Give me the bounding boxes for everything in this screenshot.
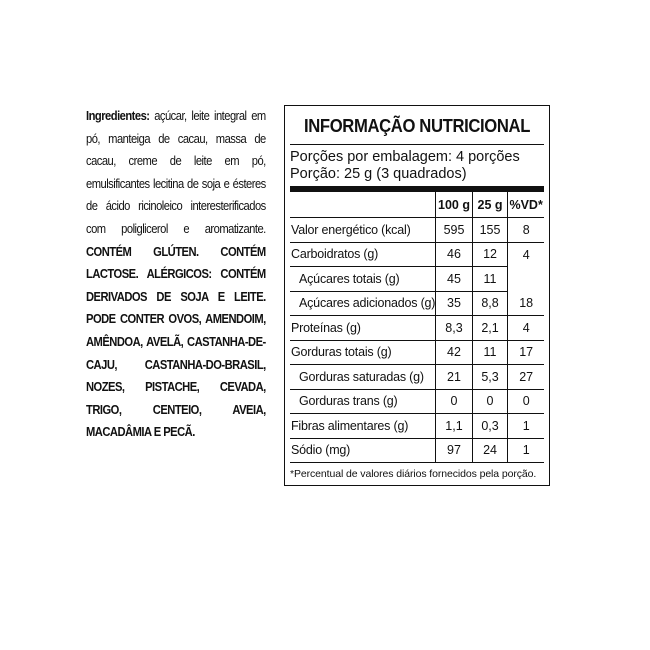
table-row	[290, 340, 544, 365]
col-header-25g: 25 g	[472, 192, 508, 218]
value-25g: 155	[472, 218, 508, 243]
table-row	[290, 291, 544, 316]
value-25g: 12	[472, 242, 508, 267]
serving-info	[290, 145, 544, 183]
value-25g: 5,3	[472, 365, 508, 390]
col-header-100g: 100 g	[436, 192, 472, 218]
value-25g: 24	[472, 438, 508, 463]
value-vd	[508, 267, 544, 292]
value-vd: 4	[508, 242, 544, 267]
nutrient-label: Valor energético (kcal)	[290, 218, 436, 243]
ingredients-list: açúcar, leite integral em pó, manteiga de cacau, massa de cacau, creme de leite em pó, emulsificantes lecitina de soja e ésteres de ácido ricinoleico interesterificados com poliglicerol e aromatizante.	[86, 108, 266, 236]
nutrient-label: Carboidratos (g)	[290, 242, 436, 267]
nutrition-table	[290, 192, 544, 463]
nutrient-label: Açúcares adicionados (g)	[290, 291, 436, 316]
table-row	[290, 316, 544, 341]
footnote: *Percentual de valores diários fornecidos pela porção.	[290, 468, 537, 480]
value-100g: 8,3	[436, 316, 472, 341]
col-header-vd: %VD*	[508, 192, 544, 218]
value-25g: 0	[472, 389, 508, 414]
servings-per-package: Porções por embalagem: 4 porções	[290, 149, 520, 165]
value-100g: 42	[436, 340, 472, 365]
value-100g: 595	[436, 218, 472, 243]
value-vd: 1	[508, 414, 544, 439]
value-25g: 2,1	[472, 316, 508, 341]
table-row	[290, 389, 544, 414]
value-100g: 35	[436, 291, 472, 316]
table-row	[290, 242, 544, 267]
ingredients-text	[86, 105, 266, 444]
value-100g: 1,1	[436, 414, 472, 439]
value-vd: 1	[508, 438, 544, 463]
nutrient-label: Gorduras saturadas (g)	[290, 365, 436, 390]
nutrition-title: INFORMAÇÃO NUTRICIONAL	[303, 115, 531, 136]
table-row	[290, 218, 544, 243]
table-row	[290, 365, 544, 390]
value-vd: 4	[508, 316, 544, 341]
ingredients-label: Ingredientes:	[86, 108, 150, 123]
value-100g: 0	[436, 389, 472, 414]
allergen-warning: CONTÉM GLÚTEN. CONTÉM LACTOSE. ALÉRGICOS: CONTÉM DERIVADOS DE SOJA E LEITE. PODE CONTER OVOS, AMENDOIM, AMÊNDOA, AVELÃ, CASTANHA-DE-CAJU, CASTANHA-DO-BRASIL, NOZES, PISTACHE, CEVADA, TRIGO, CENTEIO, AVEIA, MACADÂMIA E PECÃ.	[86, 243, 266, 440]
nutrient-label: Gorduras trans (g)	[290, 389, 436, 414]
serving-size: Porção: 25 g (3 quadrados)	[290, 166, 467, 182]
nutrient-label: Gorduras totais (g)	[290, 340, 436, 365]
value-25g: 11	[472, 340, 508, 365]
nutrition-facts-panel	[284, 105, 550, 486]
value-vd: 0	[508, 389, 544, 414]
value-100g: 21	[436, 365, 472, 390]
value-100g: 97	[436, 438, 472, 463]
table-row	[290, 267, 544, 292]
value-vd: 17	[508, 340, 544, 365]
value-vd: 18	[508, 291, 544, 316]
table-row	[290, 438, 544, 463]
value-25g: 8,8	[472, 291, 508, 316]
nutrient-label: Fibras alimentares (g)	[290, 414, 436, 439]
value-100g: 45	[436, 267, 472, 292]
value-25g: 11	[472, 267, 508, 292]
nutrient-label: Proteínas (g)	[290, 316, 436, 341]
nutrient-label: Açúcares totais (g)	[290, 267, 436, 292]
header-blank	[290, 192, 436, 218]
nutrition-header-row	[290, 192, 544, 218]
value-vd: 8	[508, 218, 544, 243]
value-vd: 27	[508, 365, 544, 390]
value-25g: 0,3	[472, 414, 508, 439]
table-row	[290, 414, 544, 439]
nutrient-label: Sódio (mg)	[290, 438, 436, 463]
value-100g: 46	[436, 242, 472, 267]
